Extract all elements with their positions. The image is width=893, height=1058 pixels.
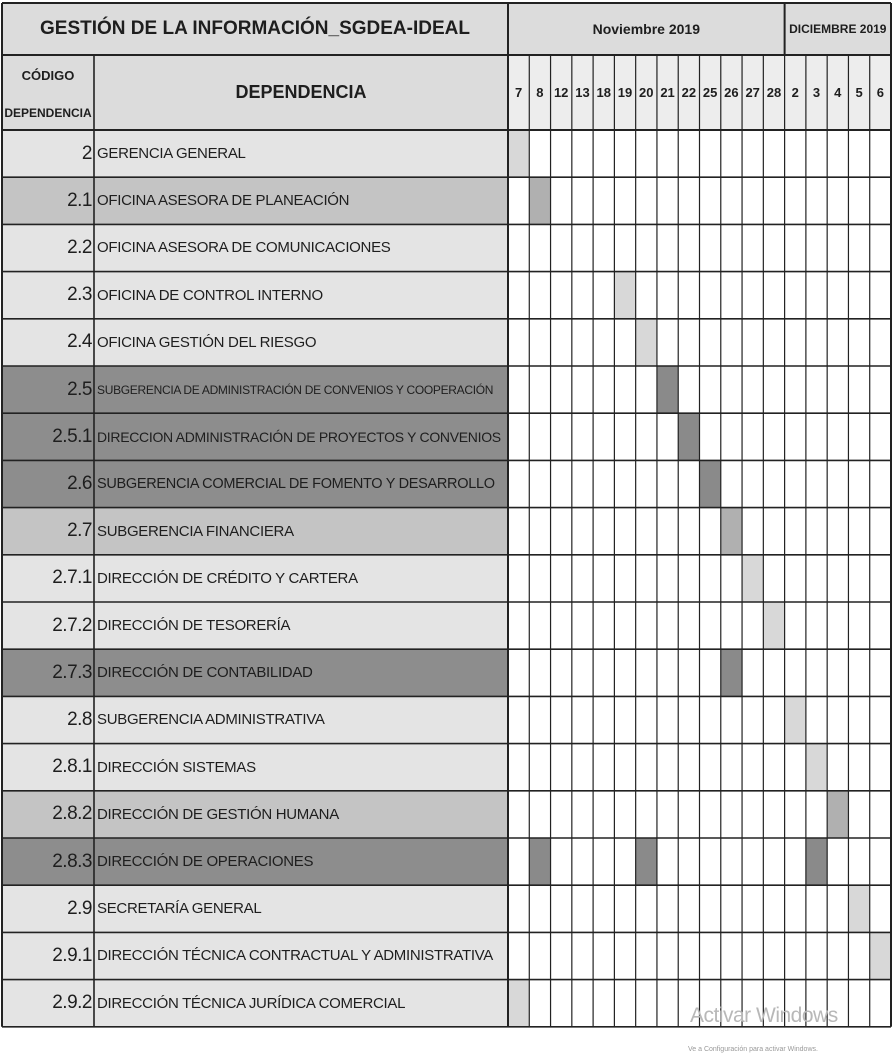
schedule-mark: [721, 508, 742, 555]
dependency-code: 2.4: [67, 331, 92, 353]
dependency-column-header: DEPENDENCIA: [235, 82, 367, 102]
day-header-20: 20: [639, 85, 654, 100]
day-header-27: 27: [745, 85, 760, 100]
schedule-mark: [529, 177, 550, 224]
dependency-name: OFICINA GESTIÓN DEL RIESGO: [97, 333, 317, 351]
activation-watermark-subtext: Ve a Configuración para activar Windows.: [688, 1046, 818, 1053]
dependency-code: 2.5.1: [52, 425, 92, 447]
schedule-mark: [806, 838, 827, 885]
dependency-code: 2.7.1: [52, 567, 92, 589]
schedule-mark: [785, 696, 806, 743]
day-header-5: 5: [855, 85, 863, 100]
schedule-mark: [636, 838, 657, 885]
dependency-code: 2.5: [67, 378, 92, 400]
day-header-28: 28: [766, 85, 782, 100]
schedule-mark: [827, 791, 848, 838]
dependency-name: DIRECCION ADMINISTRACIÓN DE PROYECTOS Y CONVENIOS: [97, 428, 501, 445]
day-header-3: 3: [812, 85, 821, 100]
schedule-mark: [721, 649, 742, 696]
dependency-name: OFICINA DE CONTROL INTERNO: [97, 286, 323, 304]
activation-watermark: Activar Windows: [690, 1004, 838, 1027]
schedule-mark: [742, 555, 763, 602]
day-header-22: 22: [681, 85, 697, 100]
schedule-mark: [806, 744, 827, 791]
dependency-code: 2.8.1: [52, 756, 92, 778]
code-column-header-line1: CÓDIGO: [21, 67, 75, 83]
sheet-title: GESTIÓN DE LA INFORMACIÓN_SGDEA-IDEAL: [40, 18, 470, 39]
day-header-25: 25: [702, 85, 718, 100]
dependency-code: 2.7.3: [52, 661, 92, 683]
schedule-mark: [657, 366, 678, 413]
day-header-21: 21: [660, 85, 675, 100]
month-header-november: Noviembre 2019: [592, 21, 700, 37]
schedule-mark: [508, 980, 529, 1027]
day-header-2: 2: [791, 85, 799, 100]
schedule-mark: [848, 885, 869, 932]
dependency-code: 2.9.2: [52, 992, 92, 1014]
dependency-code: 2.8.2: [52, 803, 92, 825]
day-header-18: 18: [596, 85, 611, 100]
day-header-6: 6: [876, 85, 884, 100]
dependency-code: 2.9.1: [52, 944, 92, 966]
dependency-name: SUBGERENCIA DE ADMINISTRACIÓN DE CONVENIOS Y COOPERACIÓN: [97, 382, 494, 397]
dependency-name: DIRECCIÓN DE GESTIÓN HUMANA: [97, 805, 339, 823]
dependency-name: DIRECCIÓN DE CONTABILIDAD: [97, 664, 313, 682]
dependency-code: 2: [81, 142, 92, 164]
dependency-code: 2.8.3: [52, 850, 92, 872]
day-header-4: 4: [834, 85, 842, 100]
schedule-mark: [636, 319, 657, 366]
dependency-code: 2.3: [67, 284, 92, 306]
dependency-code: 2.1: [67, 189, 92, 211]
dependency-name: GERENCIA GENERAL: [97, 145, 246, 163]
day-header-8: 8: [536, 85, 544, 100]
dependency-code: 2.8: [67, 708, 92, 730]
dependency-code: 2.7.2: [52, 614, 92, 636]
day-header-7: 7: [515, 85, 523, 100]
schedule-mark: [700, 460, 721, 507]
dependency-name: SUBGERENCIA ADMINISTRATIVA: [97, 711, 325, 729]
schedule-mark: [763, 602, 784, 649]
dependency-name: DIRECCIÓN DE OPERACIONES: [97, 853, 314, 871]
day-header-13: 13: [575, 85, 590, 100]
dependency-name: SUBGERENCIA COMERCIAL DE FOMENTO Y DESARROLLO: [97, 475, 495, 492]
code-column-header-line2: DEPENDENCIA: [4, 106, 92, 120]
dependency-code: 2.6: [67, 472, 92, 494]
dependency-name: DIRECCIÓN DE TESORERÍA: [97, 617, 291, 635]
dependency-name: OFICINA ASESORA DE COMUNICACIONES: [97, 239, 391, 257]
dependency-name: DIRECCIÓN SISTEMAS: [97, 758, 256, 776]
dependency-name: DIRECCIÓN DE CRÉDITO Y CARTERA: [97, 569, 358, 587]
dependency-name: OFICINA ASESORA DE PLANEACIÓN: [97, 192, 350, 210]
day-header-26: 26: [724, 85, 739, 100]
month-header-december: DICIEMBRE 2019: [789, 22, 887, 36]
dependency-name: DIRECCIÓN TÉCNICA CONTRACTUAL Y ADMINISTRATIVA: [97, 947, 493, 965]
dependency-code: 2.2: [67, 236, 92, 258]
dependency-code: 2.7: [67, 520, 92, 542]
dependency-name: DIRECCIÓN TÉCNICA JURÍDICA COMERCIAL: [97, 994, 406, 1012]
schedule-mark: [678, 413, 699, 460]
schedule-mark: [529, 838, 550, 885]
day-header-19: 19: [617, 85, 633, 100]
dependency-name: SUBGERENCIA FINANCIERA: [97, 522, 294, 540]
day-header-12: 12: [553, 85, 569, 100]
dependency-name: SECRETARÍA GENERAL: [97, 900, 262, 918]
schedule-mark: [870, 932, 891, 979]
schedule-mark: [508, 130, 529, 177]
schedule-mark: [614, 272, 635, 319]
dependency-code: 2.9: [67, 897, 92, 919]
